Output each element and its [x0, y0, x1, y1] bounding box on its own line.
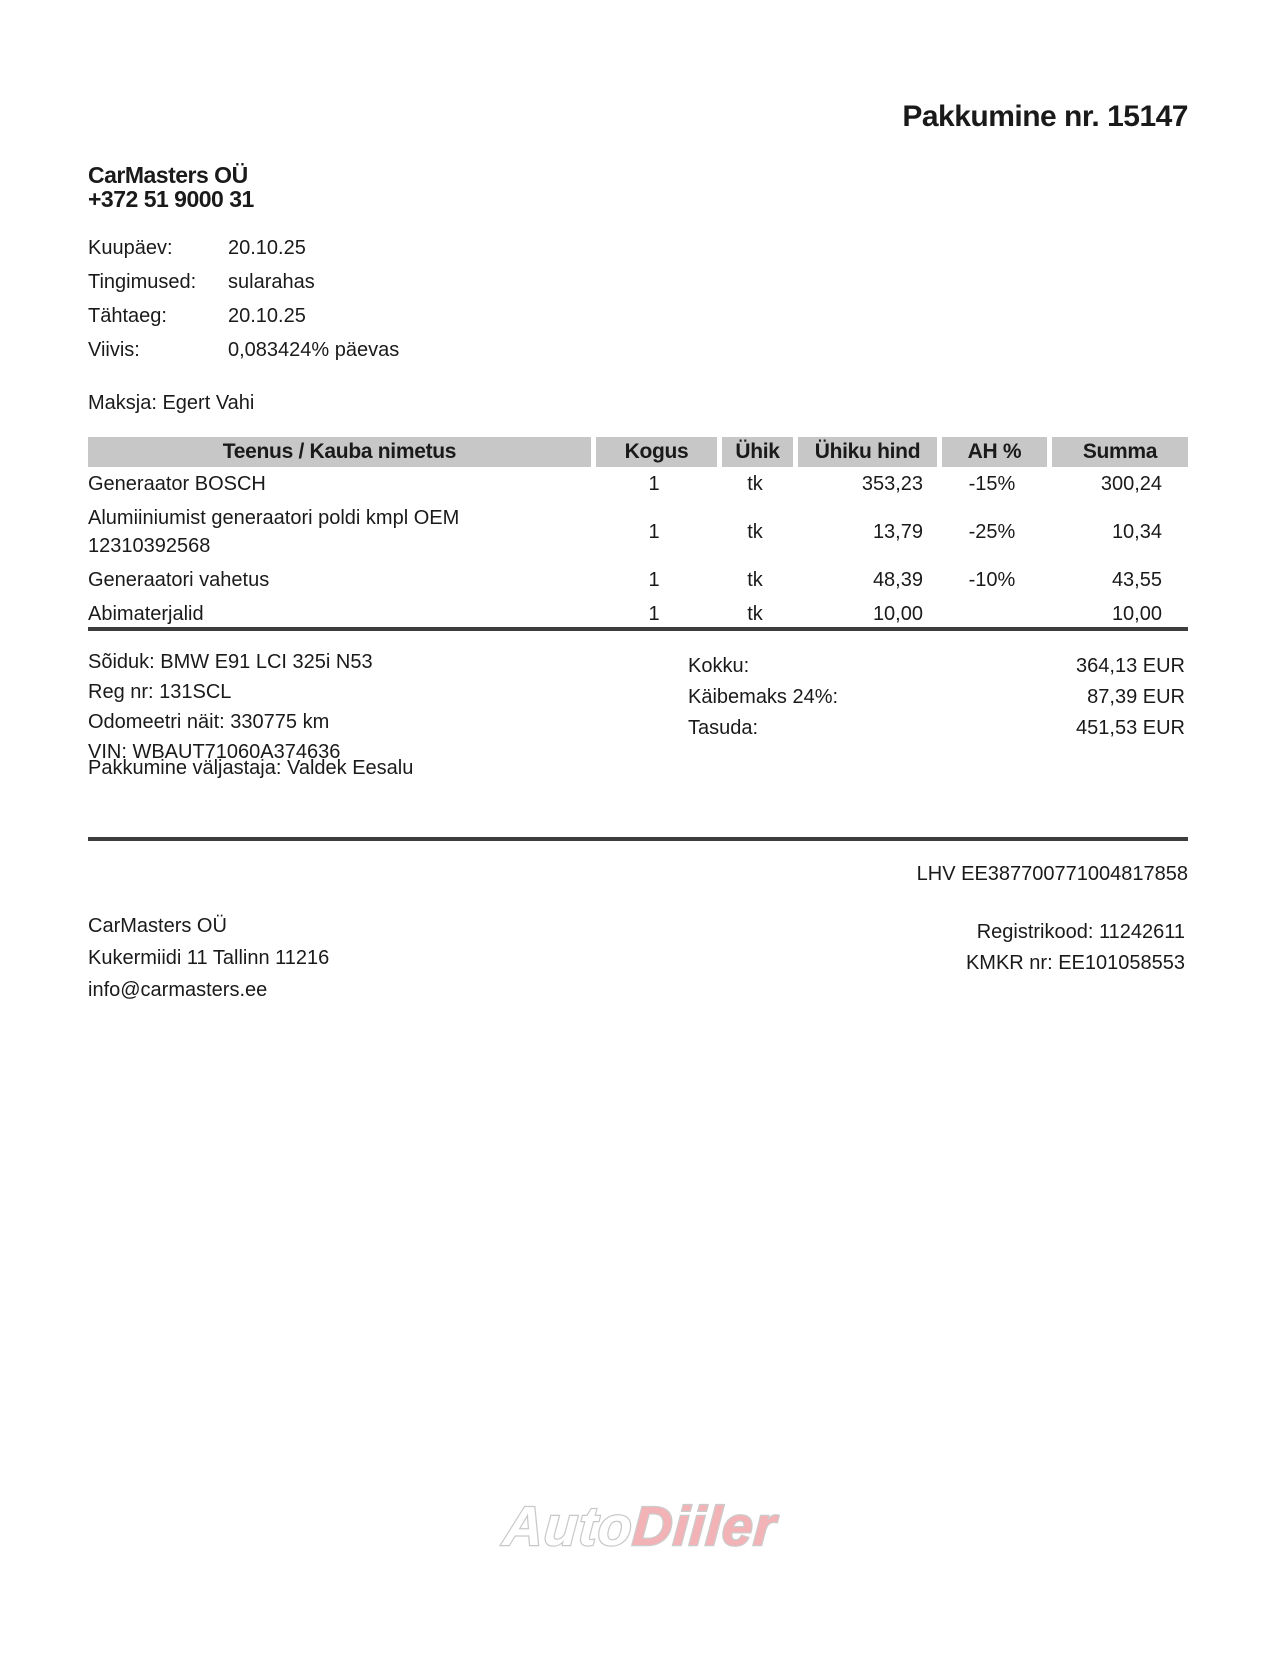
total-value: 87,39 EUR	[1087, 686, 1185, 708]
item-unit: tk	[747, 472, 763, 495]
divider-line	[88, 627, 1188, 631]
item-discount: -10%	[968, 568, 1016, 591]
total-row-subtotal	[688, 651, 1185, 682]
item-name	[88, 501, 591, 563]
detail-value: sularahas	[228, 270, 315, 293]
item-name-line1: Alumiiniumist generaatori poldi kmpl OEM	[88, 507, 460, 529]
footer-registry-block	[688, 917, 1185, 979]
item-qty: 1	[648, 602, 660, 625]
detail-label: Kuupäev:	[88, 236, 173, 259]
page-title: Pakkumine nr. 15147	[902, 100, 1188, 133]
detail-row-due	[88, 299, 399, 333]
detail-row-terms	[88, 265, 399, 299]
item-name: Abimaterjalid	[88, 603, 204, 625]
vehicle-odometer: Odomeetri näit: 330775 km	[88, 711, 330, 733]
item-total: 43,55	[1111, 568, 1162, 591]
autodiiler-logo-watermark	[0, 1494, 1280, 1558]
item-unit: tk	[747, 568, 763, 591]
item-qty: 1	[648, 568, 660, 591]
item-name: Generaator BOSCH	[88, 473, 266, 495]
detail-label: Viivis:	[88, 338, 140, 361]
watermark-text-diiler: Diiler	[630, 1495, 779, 1557]
item-total: 10,34	[1111, 520, 1162, 543]
item-price: 353,23	[861, 472, 923, 495]
detail-row-date	[88, 231, 399, 265]
totals-block	[688, 651, 1185, 744]
bank-account: LHV EE387700771004817858	[916, 863, 1188, 885]
divider-line	[88, 837, 1188, 841]
table-row	[88, 563, 1188, 597]
total-label: Kokku:	[688, 655, 750, 677]
detail-row-penalty	[88, 333, 399, 367]
item-unit: tk	[747, 520, 763, 543]
detail-label: Tähtaeg:	[88, 304, 167, 327]
footer-company-address: Kukermiidi 11 Tallinn 11216	[88, 947, 330, 969]
detail-value: 20.10.25	[228, 304, 306, 327]
item-discount: -15%	[968, 472, 1016, 495]
item-qty: 1	[648, 520, 660, 543]
footer-company-block	[88, 910, 329, 1006]
item-price: 13,79	[872, 520, 923, 543]
total-value: 451,53 EUR	[1076, 717, 1185, 739]
column-header-price: Ühiku hind	[793, 437, 937, 467]
column-header-unit: Ühik	[717, 437, 793, 467]
table-row	[88, 501, 1188, 563]
company-header	[88, 163, 254, 211]
item-qty: 1	[648, 472, 660, 495]
company-phone: +372 51 9000 31	[88, 186, 254, 212]
total-row-due	[688, 713, 1185, 744]
detail-value: 20.10.25	[228, 236, 306, 259]
payer-line: Maksja: Egert Vahi	[88, 392, 255, 414]
item-unit: tk	[747, 602, 763, 625]
items-header-row	[88, 437, 1188, 467]
company-name: CarMasters OÜ	[88, 162, 248, 188]
item-price: 10,00	[872, 602, 923, 625]
item-discount: -25%	[968, 520, 1016, 543]
vehicle-vin: VIN: WBAUT71060A374636	[88, 741, 341, 763]
vehicle-reg-nr: Reg nr: 131SCL	[88, 681, 232, 703]
item-total: 10,00	[1111, 602, 1162, 625]
table-row	[88, 597, 1188, 631]
footer-vat-number: KMKR nr: EE101058553	[965, 952, 1185, 974]
item-discount	[937, 597, 1047, 631]
item-name: Generaatori vahetus	[88, 569, 270, 591]
item-name-line2: 12310392568	[88, 535, 211, 557]
items-table	[88, 437, 1188, 631]
item-total: 300,24	[1100, 472, 1162, 495]
detail-value: 0,083424% päevas	[228, 338, 400, 361]
column-header-qty: Kogus	[591, 437, 717, 467]
watermark-text-auto: Auto	[501, 1495, 635, 1557]
footer-company-email: info@carmasters.ee	[88, 979, 268, 1001]
total-row-vat	[688, 682, 1185, 713]
column-header-discount: AH %	[937, 437, 1047, 467]
vehicle-model: Sõiduk: BMW E91 LCI 325i N53	[88, 651, 373, 673]
footer-registry-code: Registrikood: 11242611	[976, 921, 1185, 943]
vehicle-info	[88, 647, 373, 767]
total-label: Tasuda:	[688, 717, 759, 739]
column-header-total: Summa	[1047, 437, 1188, 467]
total-value: 364,13 EUR	[1076, 655, 1185, 677]
issuer-line: Pakkumine väljastaja: Valdek Eesalu	[88, 757, 414, 779]
item-price: 48,39	[872, 568, 923, 591]
table-row	[88, 467, 1188, 501]
invoice-details	[88, 231, 399, 367]
total-label: Käibemaks 24%:	[688, 686, 839, 708]
detail-label: Tingimused:	[88, 270, 197, 293]
footer-company-name: CarMasters OÜ	[88, 915, 227, 937]
column-header-name: Teenus / Kauba nimetus	[88, 437, 591, 467]
